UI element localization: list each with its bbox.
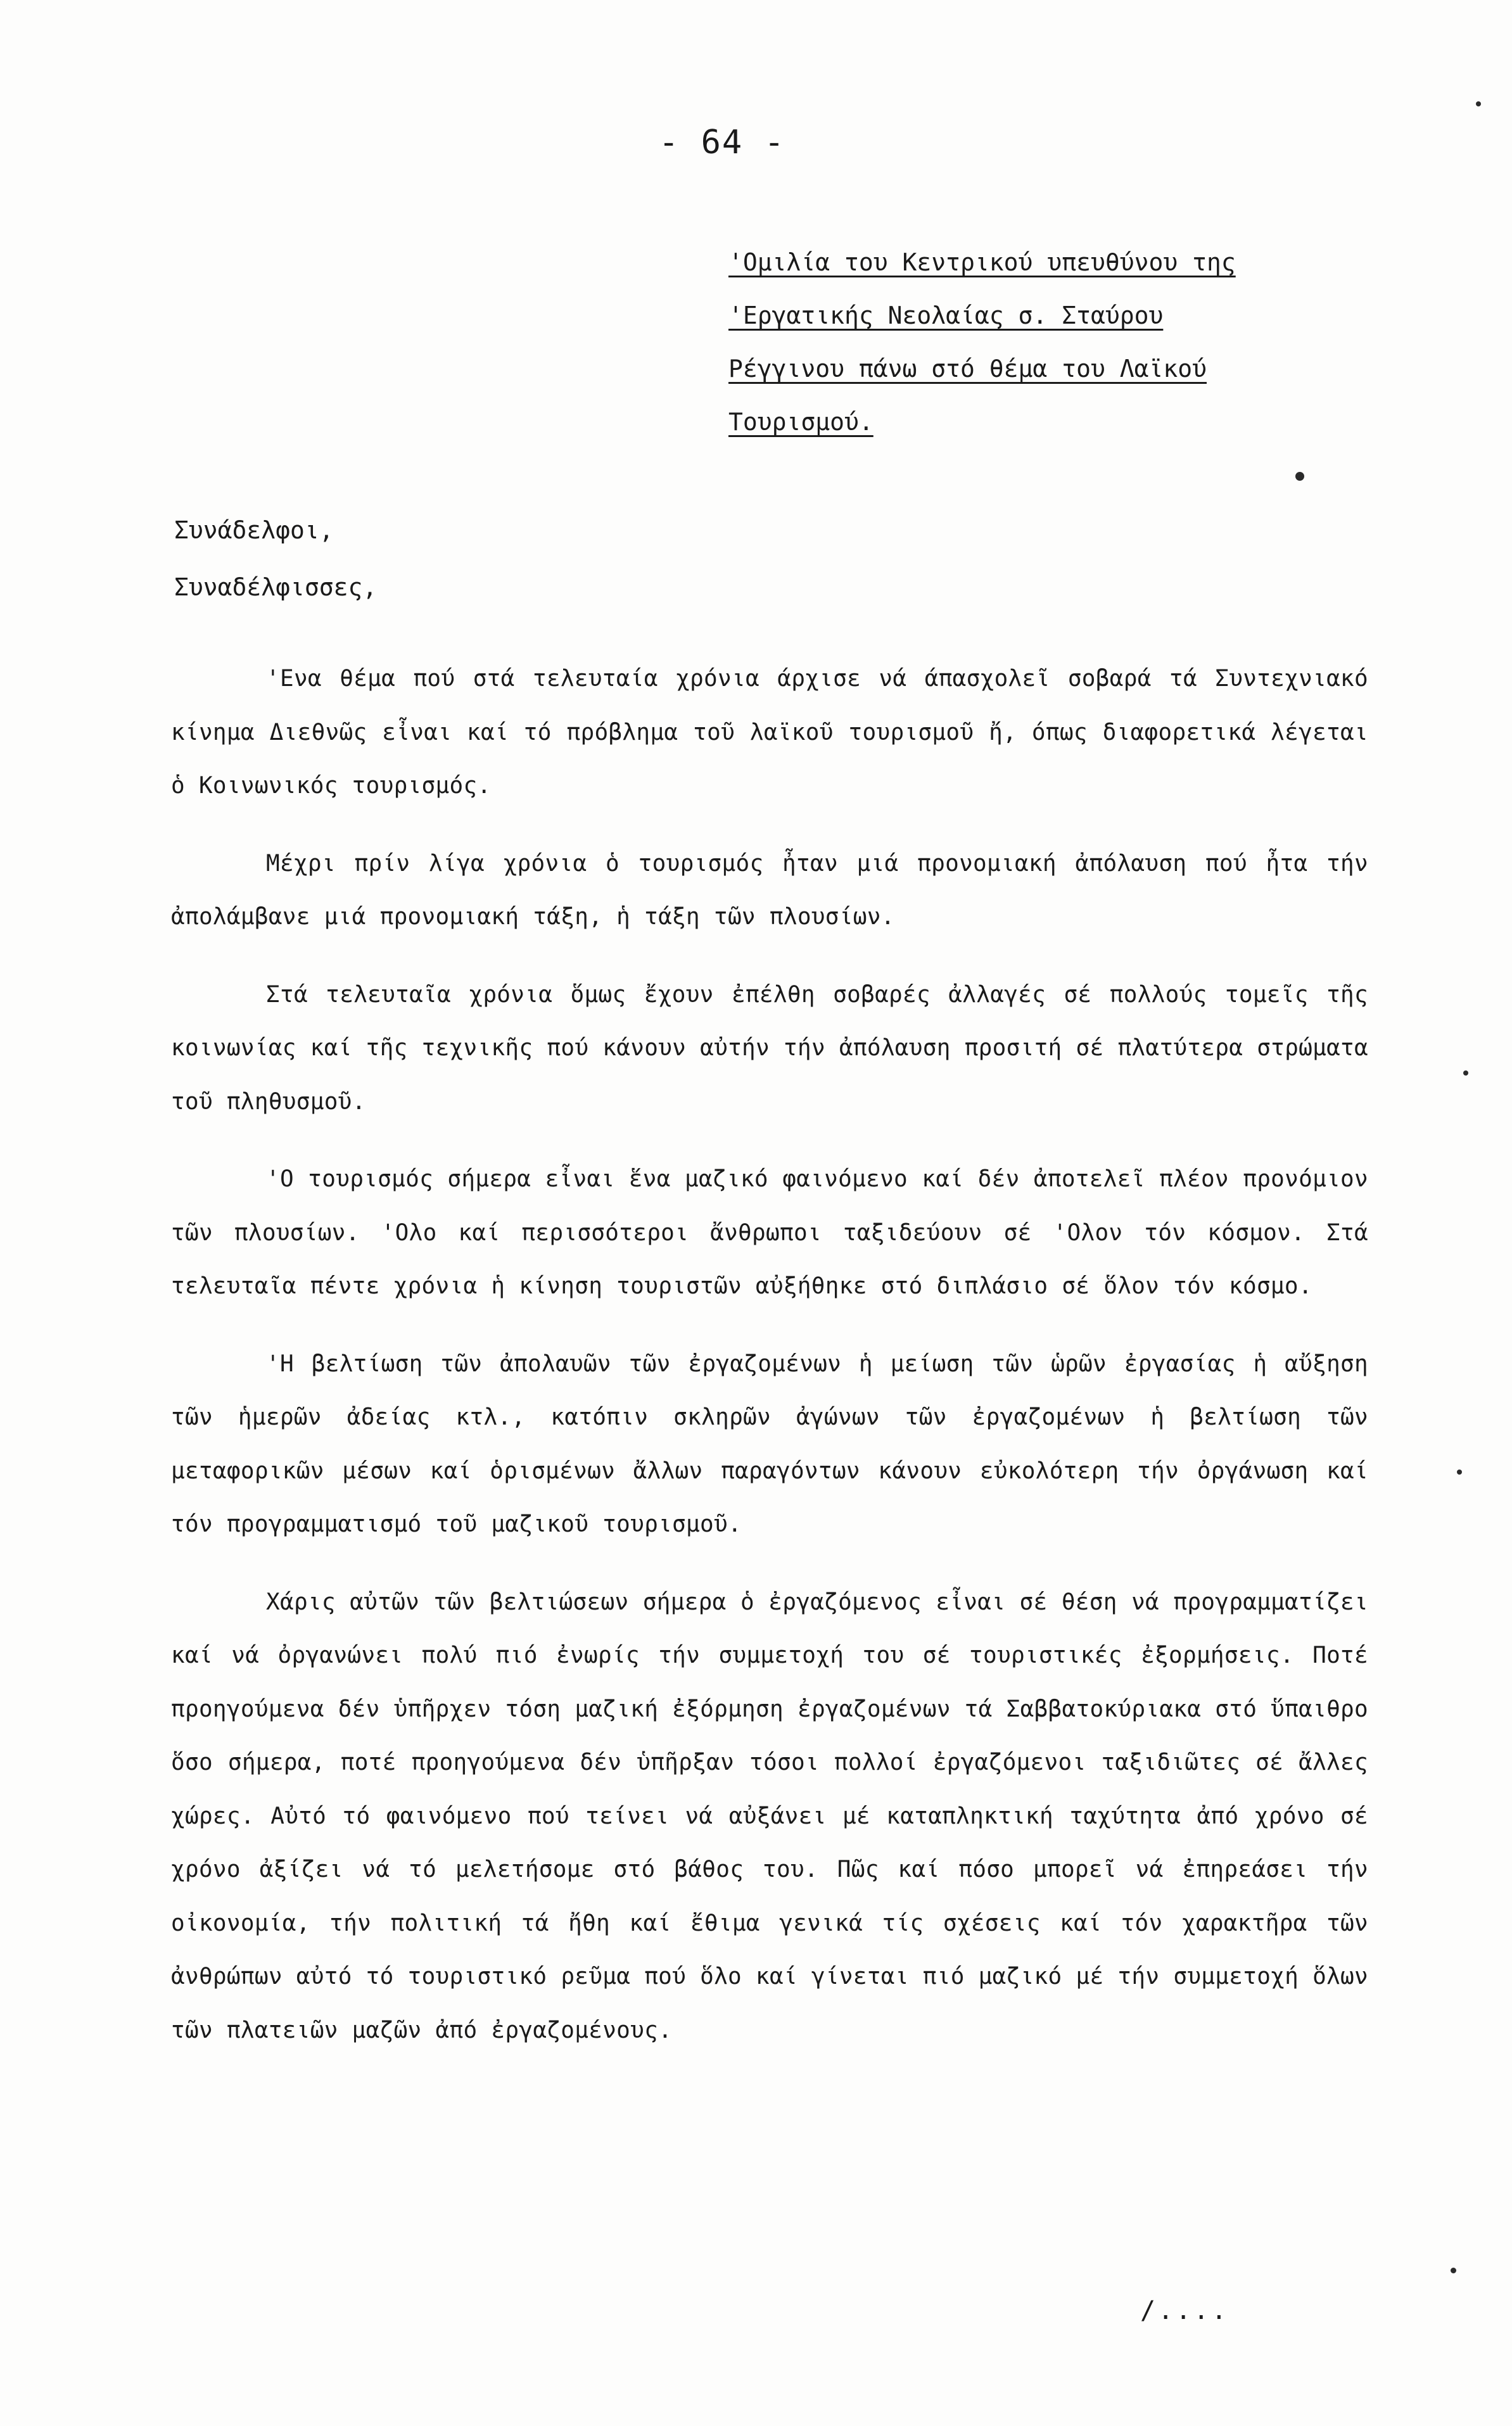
page-number: - 64 - [659,124,785,162]
heading-line: 'Εργατικής Νεολαίας σ. Σταύρου [728,302,1164,329]
paragraph: Χάρις αὐτῶν τῶν βελτιώσεων σήμερα ὁ ἐργαζόμενος εἶναι σέ θέση νά προγραμματίζει καί νά ὀργανώνει πολύ πιό ἐνωρίς τήν συμμετοχή του σέ τουριστικές ἐξορμήσεις. Ποτέ προηγούμενα δέν ὑπῆρχεν τόση μαζική ἐξόρμηση ἐργαζομένων τά Σαββατοκύριακα στό ὕπαιθρο ὅσο σήμερα, ποτέ προηγούμενα δέν ὑπῆρξαν τόσοι πολλοί ἐργαζόμενοι ταξιδιῶτες σέ ἄλλες χώρες. Αὐτό τό φαινόμενο πού τείνει νά αὐξάνει μέ καταπληκτική ταχύτητα ἀπό χρόνο σέ χρόνο ἀξίζει νά τό μελετήσομε στό βάθος του. Πῶς καί πόσο μπορεῖ νά ἐπηρεάσει τήν οἰκονομία, τήν πολιτική τά ἤθη καί ἔθιμα γενικά τίς σχέσεις καί τόν χαρακτῆρα τῶν ἀνθρώπων αὐτό τό τουριστικό ρεῦμα πού ὅλο καί γίνεται πιό μαζικό μέ τήν συμμετοχή ὅλων τῶν πλατειῶν μαζῶν ἀπό ἐργαζομένους. [171,1589,1368,2043]
continuation-mark: /.... [1140,2296,1229,2325]
scan-speck [1476,101,1481,106]
heading-line: Τουρισμού. [728,408,874,436]
heading-line: Ρέγγινου πάνω στό θέμα του Λαϊκού [728,355,1207,383]
salutation-line: Συναδέλφισσες, [174,573,378,601]
paragraph: 'Ο τουρισμός σήμερα εἶναι ἕνα μαζικό φαινόμενο καί δέν ἀποτελεῖ πλέον προνόμιον τῶν πλουσίων. 'Ολο καί περισσότεροι ἄνθρωποι ταξιδεύουν σέ 'Ολον τόν κόσμον. Στά τελευταῖα πέντε χρόνια ἡ κίνηση τουριστῶν αὐξήθηκε στό διπλάσιο σέ ὅλον τόν κόσμο. [171,1166,1368,1299]
paragraph: Μέχρι πρίν λίγα χρόνια ὁ τουρισμός ἦταν μιά προνομιακή ἀπόλαυση πού ἦτα τήν ἀπολάμβανε μιά προνομιακή τάξη, ἡ τάξη τῶν πλουσίων. [171,850,1368,930]
paragraph: Στά τελευταῖα χρόνια ὅμως ἔχουν ἐπέλθη σοβαρές ἀλλαγές σέ πολλούς τομεῖς τῆς κοινωνίας καί τῆς τεχνικῆς πού κάνουν αὐτήν τήν ἀπόλαυση προσιτή σέ πλατύτερα στρώματα τοῦ πληθυσμοῦ. [171,981,1368,1115]
speech-heading [728,236,1299,448]
scan-speck [1451,2268,1456,2273]
scan-speck [1457,1470,1462,1475]
heading-line: 'Ομιλία του Κεντρικού υπευθύνου της [728,248,1236,276]
scan-speck [1295,472,1304,481]
speech-body [171,652,1368,2081]
scan-speck [1463,1070,1468,1076]
paragraph: 'Η βελτίωση τῶν ἀπολαυῶν τῶν ἐργαζομένων ἡ μείωση τῶν ὡρῶν ἐργασίας ἡ αὔξηση τῶν ἡμερῶν ἀδείας κτλ., κατόπιν σκληρῶν ἀγώνων τῶν ἐργαζομένων ἡ βελτίωση τῶν μεταφορικῶν μέσων καί ὁρισμένων ἄλλων παραγόντων κάνουν εὐκολότερη τήν ὀργάνωση καί τόν προγραμματισμό τοῦ μαζικοῦ τουρισμοῦ. [171,1350,1368,1537]
salutation-line: Συνάδελφοι, [174,516,334,544]
paragraph: 'Ενα θέμα πού στά τελευταία χρόνια άρχισε νά άπασχολεῖ σοβαρά τά Συντεχνιακό κίνημα Διεθνῶς εἶναι καί τό πρόβλημα τοῦ λαϊκοῦ τουρισμοῦ ἤ, όπως διαφορετικά λέγεται ὁ Κοινωνικός τουρισμός. [171,666,1368,799]
